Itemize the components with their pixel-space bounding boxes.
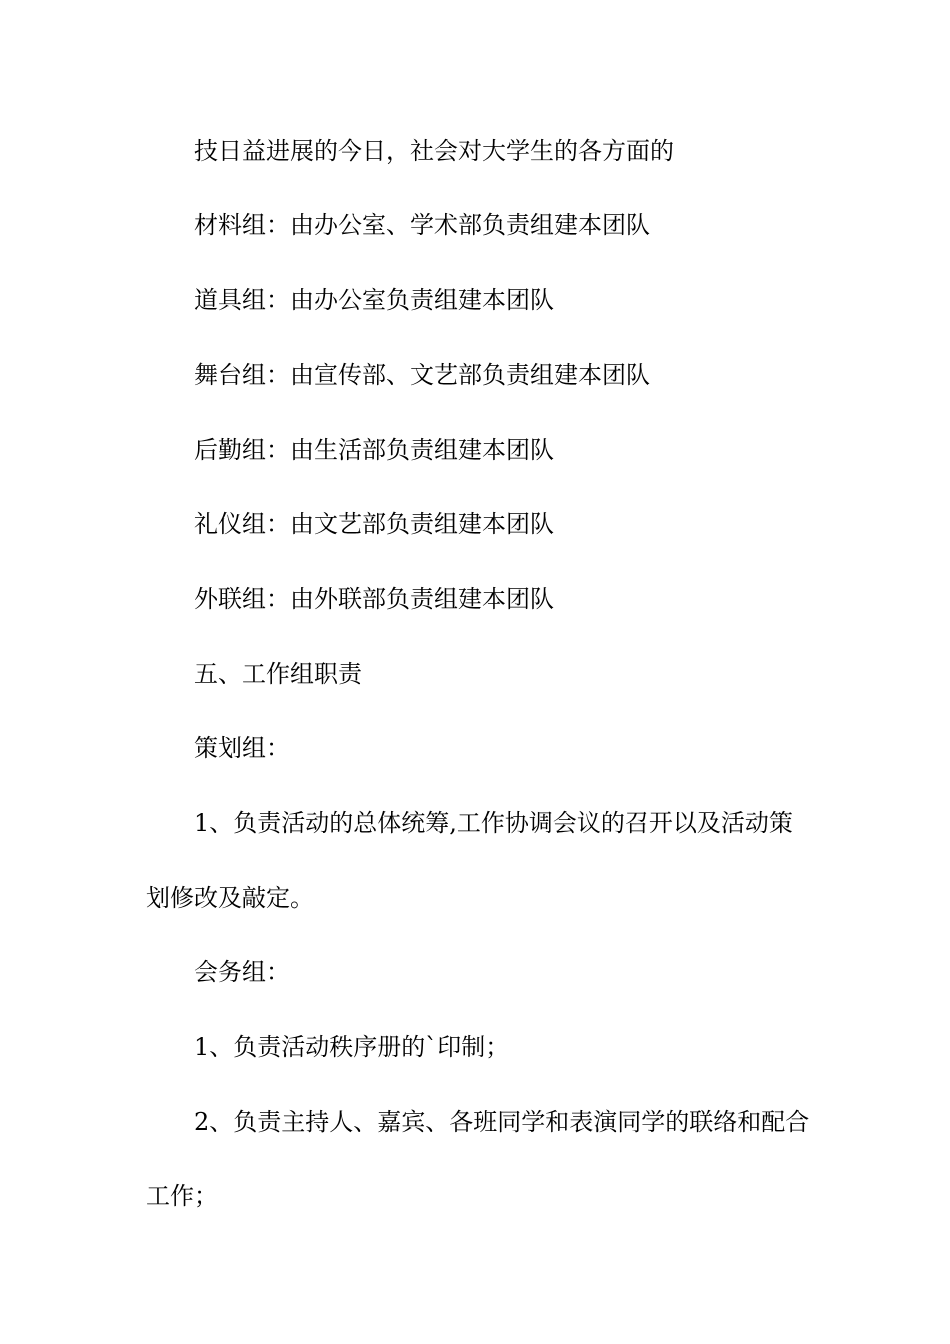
paragraph-line: 道具组：由办公室负责组建本团队 [194, 286, 554, 314]
paragraph-line: 外联组：由外联部负责组建本团队 [194, 585, 554, 613]
paragraph-line: 舞台组：由宣传部、文艺部负责组建本团队 [194, 361, 650, 389]
paragraph-line: 工作； [146, 1182, 218, 1210]
subheading: 策划组： [194, 734, 290, 762]
paragraph-line: 2、负责主持人、嘉宾、各班同学和表演同学的联络和配合 [194, 1108, 810, 1136]
paragraph-line: 划修改及敲定。 [146, 884, 314, 912]
paragraph-line: 礼仪组：由文艺部负责组建本团队 [194, 510, 554, 538]
paragraph-line: 后勤组：由生活部负责组建本团队 [194, 436, 554, 464]
paragraph-line: 1、负责活动的总体统筹,工作协调会议的召开以及活动策 [194, 809, 793, 837]
subheading: 会务组： [194, 958, 290, 986]
paragraph-line: 材料组：由办公室、学术部负责组建本团队 [194, 211, 650, 239]
section-heading: 五、工作组职责 [194, 660, 362, 688]
paragraph-line: 1、负责活动秩序册的`印制； [194, 1033, 510, 1061]
paragraph-line: 技日益进展的今日，社会对大学生的各方面的 [194, 137, 674, 165]
